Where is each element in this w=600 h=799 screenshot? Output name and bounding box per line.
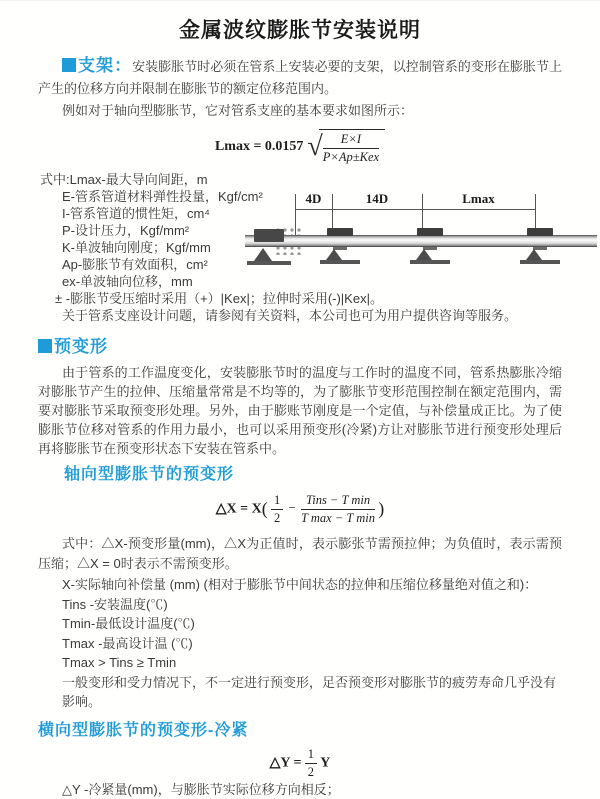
temperature-fraction xyxy=(301,493,375,526)
predeform-heading-text: 预变形 xyxy=(54,337,108,356)
support-base xyxy=(410,260,450,264)
support-base xyxy=(520,260,560,264)
anchor-support-icon xyxy=(247,191,291,276)
support-intro-text: 安装膨胀节时必须在管系上安装必要的支架，以控制管系的变形在膨胀节上产生的位移方向并限制在膨胀节的额定位移范围内。 xyxy=(38,59,562,96)
axial-definitions-list xyxy=(62,575,562,712)
fraction-half xyxy=(271,493,283,526)
definition-line: K-单波轴向刚度；Kgf/mm xyxy=(62,240,211,255)
definition-line: ex-单波轴向位移，mm xyxy=(62,274,193,289)
support-clamp xyxy=(417,228,443,236)
fraction xyxy=(323,132,379,165)
plusminus-note: ± -膨胀节受压缩时采用（+）|Kex|；拉伸时采用(-)|Kex|。 xyxy=(55,291,383,306)
right-paren: ) xyxy=(378,498,385,519)
definition-line: E-管系管道材料弹性投量，Kgf/cm² xyxy=(62,189,263,204)
support-saddle xyxy=(416,249,432,260)
consult-note: 关于管系支座设计问题，请参阅有关资料，本公司也可为用户提供咨询等服务。 xyxy=(62,308,518,323)
definition-line: I-管系管道的惯性矩，cm⁴ xyxy=(62,206,210,221)
lateral-predeform-formula xyxy=(0,746,600,779)
formula-lhs: △X = X xyxy=(215,501,262,517)
axial-formula-explanation: 式中：△X-预变形量(mm)，△X为正值时，表示膨张节需预拉伸；为负值时，表示需预压缩；△X = 0时表示不需预变形。 xyxy=(38,536,562,571)
formula-lhs: Lmax = 0.0157 xyxy=(214,138,304,154)
definition-line: 一般变形和受力情况下，不一定进行预变形，足否预变形对膨胀节的疲劳寿命几乎没有影响。 xyxy=(62,674,557,709)
anchor-saddle xyxy=(254,248,272,261)
axial-predeform-heading: 轴向型膨胀节的预变形 xyxy=(64,466,235,483)
fraction-denominator: 2 xyxy=(307,764,314,779)
support-intro-paragraph xyxy=(38,55,562,100)
support-saddle xyxy=(526,249,542,260)
definition-line: Tins -安装温度(℃) xyxy=(62,596,168,612)
pipe-support-icon xyxy=(518,191,562,276)
definition-line: Tmin-最低设计温度(℃) xyxy=(62,616,195,631)
sqrt-radicand xyxy=(319,129,385,165)
dimension-label-14d: 14D xyxy=(335,191,419,206)
page-title: 金属波纹膨胀节安装说明 xyxy=(179,19,421,42)
left-paren: ( xyxy=(261,498,268,519)
pipe xyxy=(245,235,597,247)
fraction-numerator: Tins − T min xyxy=(301,493,375,510)
support-example-line: 例如对于轴向型膨胀节，它对管系支座的基本要求如图所示： xyxy=(62,103,414,118)
support-clamp xyxy=(527,228,553,236)
dimension-label-lmax: Lmax xyxy=(425,191,532,206)
fraction-numerator: 1 xyxy=(271,493,283,510)
fraction-numerator: 1 xyxy=(305,747,317,764)
support-base xyxy=(320,260,360,264)
pipe-support-icon xyxy=(408,191,452,276)
support-section-heading: 支架： xyxy=(78,56,133,75)
anchor-block xyxy=(254,229,284,242)
fraction-half xyxy=(305,747,317,780)
section-marker-icon xyxy=(38,339,52,353)
dimension-label-4d: 4D xyxy=(298,191,329,206)
fraction-denominator: T max − T min xyxy=(301,511,376,525)
predeform-paragraph: 由于管系的工作温度变化，安装膨胀节时的温度与工作时的温度不同，管系热膨胀冷缩对膨胀节产生的拉伸、压缩量常常是不均等的，为了膨胀节变形范围控制在额定范围内，需要对膨胀节采取预变形处理。另外，由于膨账节刚度是一个定值，与补偿量成正比。为了使膨胀节位移对管系的作用力最小，也可以采用预变形(冷紧)方让对膨胀节进行预变形处理后再将膨胀节在预变形状态下安装在管系中。 xyxy=(38,365,562,456)
support-clamp xyxy=(327,228,353,236)
deltay-note: △Y -冷紧量(mm)，与膨胀节实际位移方向相反； xyxy=(62,781,340,797)
definition-line: X-实际轴向补偿量 (mm) (相对于膨胀节中间状态的拉伸和压缩位移量绝对值之和)： xyxy=(62,577,538,592)
support-saddle xyxy=(326,249,342,260)
pipe-support-diagram xyxy=(245,191,597,276)
minus-operator: − xyxy=(288,500,296,516)
definition-line: 式中:Lmax-最大导向间距，m xyxy=(40,172,208,187)
definition-line: Ap-膨胀节有效面积，cm² xyxy=(62,257,208,272)
lateral-predeform-heading: 横向型膨胀节的预变形-冷紧 xyxy=(38,721,249,739)
definition-line: P-设计压力，Kgf/mm² xyxy=(62,223,190,238)
fraction-denominator: P×Ap±Kex xyxy=(322,150,380,164)
definition-line: Tmax > Tins ≥ Tmin xyxy=(62,655,177,670)
section-marker-icon xyxy=(62,58,76,72)
anchor-base xyxy=(247,261,291,265)
formula-rhs: Y xyxy=(320,754,331,770)
fraction-numerator: E×I xyxy=(323,132,379,149)
formula-lhs: △Y = xyxy=(269,754,302,770)
axial-predeform-formula xyxy=(0,493,600,527)
pipe-support-icon xyxy=(318,191,362,276)
predeform-section-heading xyxy=(38,335,600,359)
lmax-formula xyxy=(0,129,600,166)
sqrt-radical-icon: √ xyxy=(307,131,323,162)
definition-line: Tmax -最高设计温 (℃) xyxy=(62,635,193,651)
fraction-denominator: 2 xyxy=(273,511,281,525)
